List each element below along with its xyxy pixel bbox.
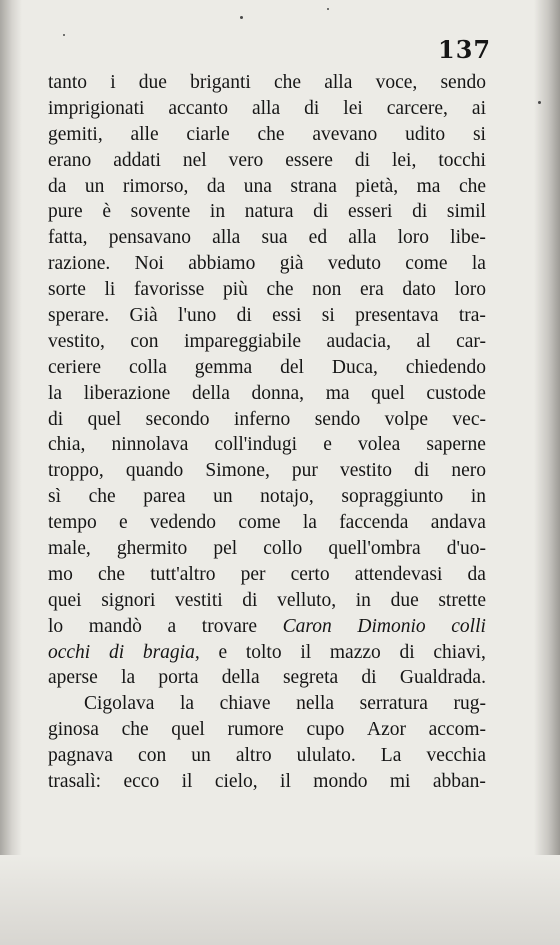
text-word: di [108, 641, 125, 663]
text-line [48, 484, 486, 510]
text-word: tanto [48, 72, 87, 93]
text-word: imprigionati [48, 97, 145, 119]
page-number: 137 [438, 35, 492, 64]
text-word: rumore [227, 719, 284, 741]
text-word: liberazione [83, 382, 171, 404]
text-word: car- [456, 330, 486, 352]
text-word: di [48, 408, 64, 430]
text-word: con [130, 330, 159, 352]
text-word: l'uno [178, 305, 217, 327]
text-line [48, 743, 486, 769]
text-word: lo [48, 615, 64, 637]
text-word: già [279, 253, 304, 275]
text-word: di [412, 201, 428, 223]
text-line [48, 432, 486, 458]
text-word: strette [438, 589, 486, 611]
text-word: occhi [48, 641, 91, 663]
text-line [48, 562, 486, 588]
text-word: impareggiabile [184, 330, 302, 352]
text-word: faccenda [339, 512, 409, 534]
text-line [48, 174, 486, 200]
text-word: come [238, 512, 281, 534]
text-word: come [405, 253, 448, 275]
text-word: vecchia [426, 745, 486, 767]
text-word: libe- [450, 227, 486, 249]
text-word: andava [430, 512, 486, 534]
text-word: vero [228, 149, 264, 171]
text-word: in [355, 589, 371, 611]
text-word: veduto [327, 253, 381, 275]
text-word: la [121, 667, 136, 689]
text-word: si [472, 123, 486, 145]
text-word: briganti [190, 72, 251, 93]
text-word: sorte [48, 279, 86, 301]
text-word: trovare [201, 615, 257, 637]
text-word: volea [358, 434, 401, 456]
text-word: quei [48, 589, 82, 611]
text-word: gemiti, [48, 123, 103, 145]
text-word: quel [87, 408, 122, 430]
text-word: abbiamo [188, 253, 256, 275]
text-word: simil [446, 201, 486, 223]
text-line [48, 691, 486, 717]
text-word: pietà, [355, 175, 399, 197]
text-line [48, 381, 486, 407]
text-word: altro [235, 745, 272, 767]
text-word: vedendo [149, 512, 217, 534]
text-word: quel [371, 382, 405, 404]
text-word: e [323, 434, 332, 456]
text-word: la [471, 253, 486, 275]
text-line [48, 614, 486, 640]
text-word: e [218, 641, 228, 663]
text-word: notajo, [260, 486, 314, 508]
text-word: di [313, 201, 329, 223]
text-word: sendo [314, 408, 361, 430]
text-word: ululato. [296, 745, 356, 767]
text-word: pel [213, 538, 238, 560]
text-line [48, 70, 486, 96]
text-word: un [213, 486, 233, 508]
text-line [48, 717, 486, 743]
text-word: coll'indugi [214, 434, 298, 456]
text-word: d'uo- [446, 538, 486, 560]
text-line [48, 458, 486, 484]
text-word: e [119, 512, 128, 534]
text-word: di [361, 667, 377, 689]
text-word: custode [426, 382, 486, 404]
text-word: serratura [359, 693, 428, 715]
text-word: chiedendo [405, 356, 486, 378]
text-word: la [48, 382, 63, 404]
text-word: sua [261, 227, 288, 249]
text-word: ceriere [48, 356, 102, 378]
text-word: il [300, 641, 312, 663]
text-word: due [138, 72, 167, 93]
text-word: sperare. [48, 305, 110, 327]
text-word: quando [125, 460, 184, 482]
text-word: abban- [432, 771, 486, 793]
text-word: esseri [348, 201, 393, 223]
text-word: Cigolava [84, 693, 155, 715]
text-word: alla [324, 72, 353, 93]
text-word: tocchi [438, 149, 486, 171]
text-line [48, 199, 486, 225]
text-word: aperse [48, 667, 98, 689]
text-word: da [48, 175, 67, 197]
text-word: certo [290, 563, 330, 585]
text-word: dato [402, 279, 436, 301]
text-word: secondo [145, 408, 210, 430]
text-word: Azor [366, 719, 406, 741]
text-word: alla [212, 227, 241, 249]
text-word: Dimonio [357, 615, 426, 637]
text-word: La [380, 745, 402, 767]
text-word: mo [48, 563, 73, 585]
text-line [48, 122, 486, 148]
text-word: collo [263, 538, 303, 560]
text-word: sì [48, 486, 62, 508]
text-word: carcere, [386, 97, 448, 119]
text-word: erano [48, 149, 92, 171]
text-word: favorisse [133, 279, 205, 301]
text-word: parea [143, 486, 186, 508]
text-word: li [104, 279, 116, 301]
text-word: al [416, 330, 431, 352]
text-word: strana [290, 175, 337, 197]
text-word: pur [291, 460, 318, 482]
text-word: colli [451, 615, 486, 637]
print-speck [327, 8, 329, 10]
text-word: un [191, 745, 211, 767]
text-word: sopraggiunto [341, 486, 444, 508]
text-line [48, 96, 486, 122]
text-word: ciarle [186, 123, 230, 145]
text-word: pagnava [48, 745, 113, 767]
print-speck [63, 34, 65, 36]
text-word: quell'ombra [328, 538, 421, 560]
text-word: sendo [440, 72, 486, 93]
text-word: mazzo [329, 641, 381, 663]
text-word: ed [308, 227, 328, 249]
text-word: Già [129, 305, 158, 327]
text-word: è [102, 201, 111, 223]
text-word: quel [171, 719, 205, 741]
text-word: a [167, 615, 177, 637]
text-word: chiavi, [433, 641, 486, 663]
text-word: nero [451, 460, 486, 482]
text-word: fatta, [48, 227, 88, 249]
text-word: essi [272, 305, 302, 327]
text-word: che [266, 279, 294, 301]
text-word: vestito, [48, 330, 105, 352]
text-word: che [98, 563, 126, 585]
text-word: di [304, 97, 320, 119]
text-word: non [312, 279, 342, 301]
text-word: saperne [426, 434, 486, 456]
text-word: nella [296, 693, 335, 715]
text-word: addati [113, 149, 161, 171]
text-word: avevano [312, 123, 378, 145]
text-word: si [321, 305, 335, 327]
text-word: gemma [194, 356, 253, 378]
text-word: tutt'altro [150, 563, 216, 585]
text-word: cupo [306, 719, 345, 741]
text-word: con [138, 745, 167, 767]
text-word: nel [182, 149, 207, 171]
page-bottom-shadow [0, 855, 560, 945]
text-word: razione. [48, 253, 111, 275]
page-left-gutter-shadow [0, 0, 22, 945]
text-word: di [354, 149, 371, 171]
text-word: attendevasi [354, 563, 443, 585]
print-speck [538, 101, 541, 104]
text-word: trasalì: [48, 771, 102, 793]
text-word: natura [244, 201, 294, 223]
text-word: la [180, 693, 195, 715]
text-word: mi [389, 771, 411, 793]
text-word: vestiti [175, 589, 223, 611]
text-word: pure [48, 201, 83, 223]
text-word: loro [397, 227, 429, 249]
text-word: era [359, 279, 384, 301]
text-line [48, 225, 486, 251]
text-word: rimorso, [122, 175, 189, 197]
text-word: ma [325, 382, 350, 404]
text-word: che [88, 486, 116, 508]
text-word: alle [130, 123, 159, 145]
text-word: velluto, [277, 589, 337, 611]
text-word: la [302, 512, 317, 534]
text-word: che [121, 719, 149, 741]
text-word: male, [48, 538, 91, 560]
text-word: cielo, [214, 771, 258, 793]
text-line [48, 640, 486, 666]
text-word: in [470, 486, 486, 508]
text-word: ginosa [48, 719, 99, 741]
text-word: Gualdrada. [399, 667, 486, 689]
text-word: troppo, [48, 460, 104, 482]
text-word: una [243, 175, 272, 197]
text-word: ninnolava [111, 434, 189, 456]
text-line [48, 665, 486, 691]
text-word: della [191, 382, 230, 404]
text-word: bragia, [142, 641, 200, 663]
text-word: ghermito [116, 538, 188, 560]
text-word: udito [405, 123, 446, 145]
text-line [48, 510, 486, 536]
text-word: che [257, 123, 285, 145]
text-line [48, 355, 486, 381]
text-word: ecco [123, 771, 160, 793]
text-word: del [280, 356, 304, 378]
text-word: donna, [251, 382, 305, 404]
text-word: audacia, [326, 330, 391, 352]
text-word: volpe [384, 408, 428, 430]
text-word: loro [454, 279, 486, 301]
text-word: accom- [428, 719, 486, 741]
text-word: di [414, 460, 430, 482]
text-line [48, 303, 486, 329]
text-word: sovente [130, 201, 191, 223]
page-right-edge-shadow [534, 0, 560, 945]
text-word: un [84, 175, 105, 197]
text-word: signori [101, 589, 156, 611]
text-word: di [399, 641, 415, 663]
text-word: essere [285, 149, 333, 171]
text-word: Noi [134, 253, 164, 275]
text-word: ai [471, 97, 486, 119]
text-word: voce, [375, 72, 418, 93]
text-word: lei, [391, 149, 417, 171]
text-line [48, 148, 486, 174]
text-word: ma [416, 175, 441, 197]
text-word: il [280, 771, 291, 793]
text-word: porta [158, 667, 199, 689]
text-word: inferno [233, 408, 291, 430]
text-word: per [240, 563, 266, 585]
text-word: di [242, 589, 258, 611]
text-word: mandò [88, 615, 142, 637]
text-word: segreta [282, 667, 339, 689]
text-word: pensavano [108, 227, 191, 249]
text-line [48, 277, 486, 303]
text-word: Simone, [205, 460, 270, 482]
text-word: vec- [452, 408, 486, 430]
text-word: vestito [339, 460, 392, 482]
text-word: da [467, 563, 486, 585]
print-speck [240, 16, 243, 19]
text-word: tolto [245, 641, 282, 663]
text-word: tra- [458, 305, 486, 327]
text-word: più [222, 279, 248, 301]
text-word: il [181, 771, 193, 793]
text-line [48, 329, 486, 355]
text-word: accanto [168, 97, 228, 119]
text-word: Duca, [331, 356, 378, 378]
text-line [48, 536, 486, 562]
text-word: i [110, 72, 116, 93]
text-word: Caron [282, 615, 332, 637]
text-word: che [458, 175, 486, 197]
body-text [48, 70, 486, 795]
text-word: alla [348, 227, 377, 249]
text-word: da [206, 175, 226, 197]
text-word: colla [128, 356, 167, 378]
text-word: della [221, 667, 260, 689]
text-word: di [236, 305, 252, 327]
text-line [48, 588, 486, 614]
text-word: rug- [453, 693, 486, 715]
text-word: tempo [48, 512, 97, 534]
text-word: in [209, 201, 226, 223]
text-word: due [390, 589, 419, 611]
text-line [48, 769, 486, 795]
text-word: presentava [355, 305, 439, 327]
text-line [48, 407, 486, 433]
text-word: lei [343, 97, 363, 119]
text-word: alla [251, 97, 281, 119]
text-word: che [273, 72, 302, 93]
text-word: chia, [48, 434, 86, 456]
text-line [48, 251, 486, 277]
text-word: chiave [219, 693, 271, 715]
text-word: mondo [313, 771, 368, 793]
